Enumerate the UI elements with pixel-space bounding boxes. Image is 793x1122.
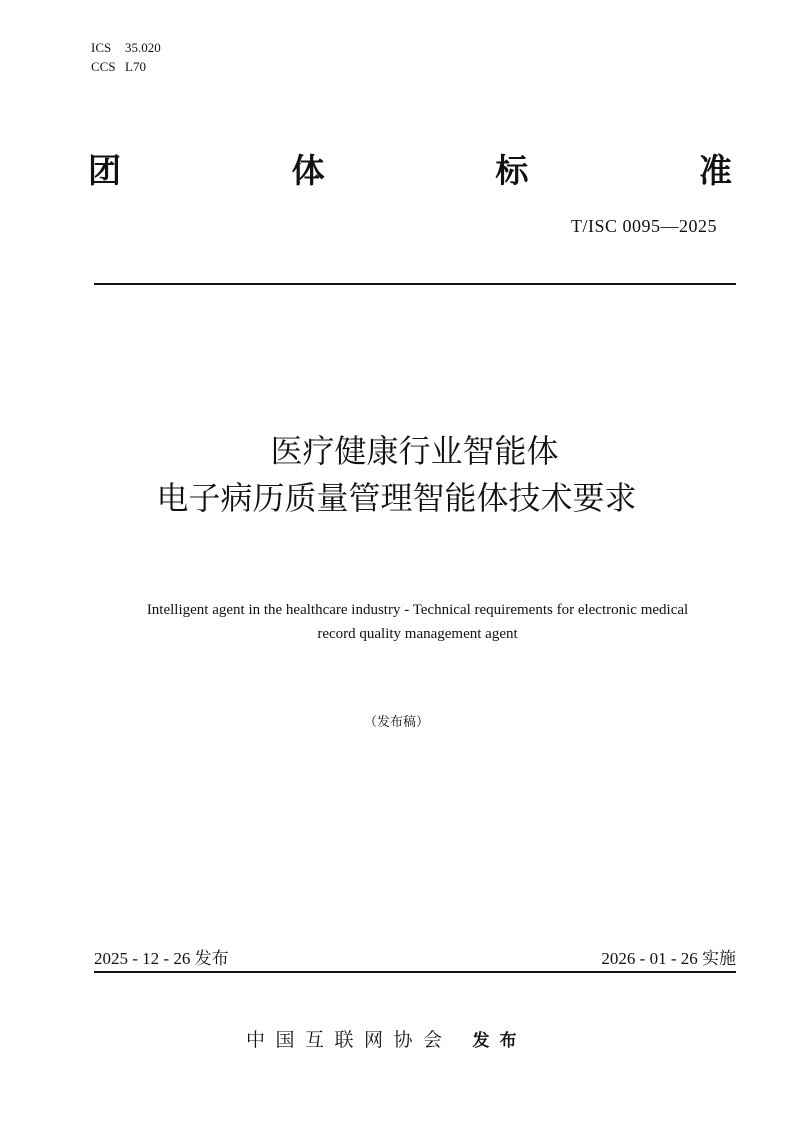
bottom-divider <box>94 971 736 973</box>
implementation-date: 2026 - 01 - 26 实施 <box>601 949 736 968</box>
ics-value: 35.020 <box>125 40 161 55</box>
english-title-line-2: record quality management agent <box>317 626 518 642</box>
publisher-line <box>246 1025 527 1052</box>
ics-label: ICS <box>91 40 112 55</box>
standard-type-char: 团 <box>88 154 121 190</box>
english-title <box>90 598 745 646</box>
standard-type-char: 准 <box>698 154 732 190</box>
chinese-title <box>0 428 793 522</box>
publisher-organization: 中国互联网协会 <box>246 1030 453 1051</box>
standard-number: T/ISC 0095—2025 <box>570 216 717 236</box>
chinese-title-line-2: 电子病历质量管理智能体技术要求 <box>156 479 637 517</box>
standard-type-char: 体 <box>291 154 325 190</box>
ccs-label: CCS <box>91 59 116 74</box>
english-title-line-1: Intelligent agent in the healthcare industry - Technical requirements for electronic medical <box>146 602 689 618</box>
ics-code <box>91 38 161 57</box>
ccs-value: L70 <box>125 59 146 74</box>
classification-codes <box>91 38 161 76</box>
draft-status: （发布稿） <box>363 714 429 729</box>
issue-date: 2025 - 12 - 26 发布 <box>94 949 229 968</box>
ccs-code <box>91 57 161 76</box>
chinese-title-line-1: 医疗健康行业智能体 <box>270 432 559 470</box>
publisher-action: 发布 <box>472 1031 527 1050</box>
top-divider <box>94 283 736 285</box>
standard-type-char: 标 <box>495 154 529 190</box>
standard-type-heading <box>88 150 732 194</box>
